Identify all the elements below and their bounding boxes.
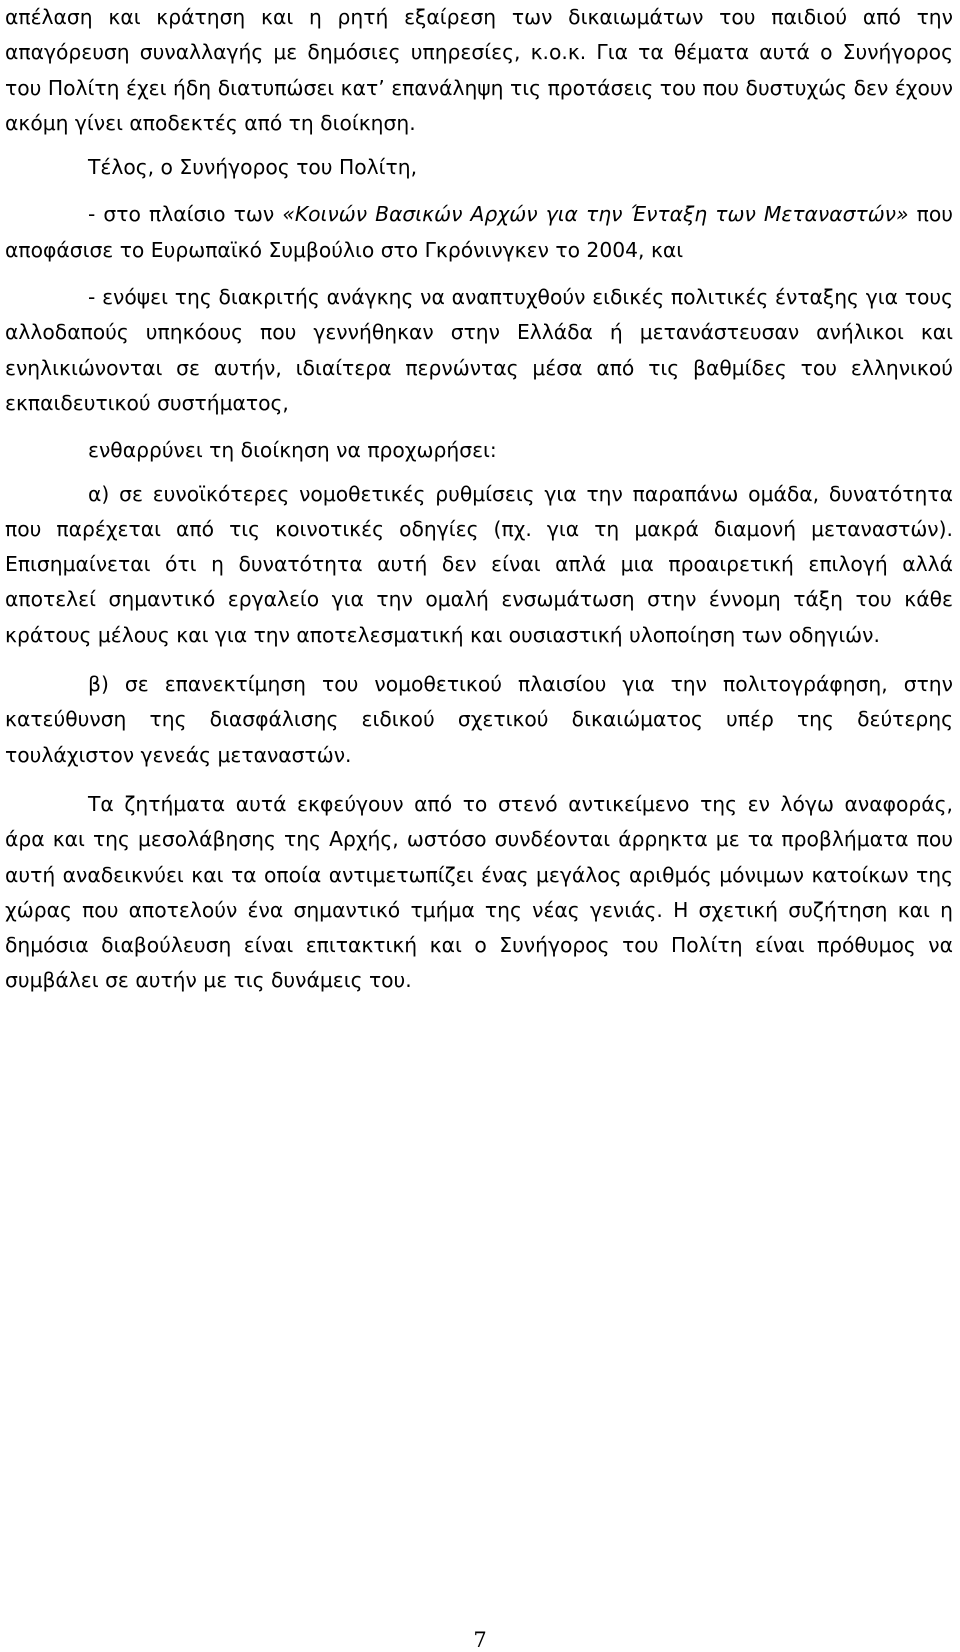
document-body [5,0,953,999]
paragraph-closing-intro: Τέλος, ο Συνήγορος του Πολίτη, [88,155,418,180]
principles-title: «Κοινών Βασικών Αρχών για την Ένταξη των Μεταναστών» [282,202,909,227]
paragraph-item-b: β) σε επανεκτίμηση του νομοθετικού πλαισίου για την πολιτογράφηση, στην κατεύθυνση της διασφάλισης ειδικού σχετικού δικαιώματος υπέρ της δεύτερης τουλάχιστον γενεάς μεταναστών. [5,672,953,767]
paragraph-common-principles [5,197,953,268]
page-number: 7 [473,1628,487,1652]
principles-prefix: - στο πλαίσιο των [88,202,283,227]
principles-suffix: που αποφάσισε το Ευρωπαϊκό Συμβούλιο στο Γκρόνινγκεν το 2004, και [5,202,953,262]
paragraph-integration-need: - ενόψει της διακριτής ανάγκης να αναπτυχθούν ειδικές πολιτικές ένταξης για τους αλλοδαπούς υπηκόους που γεννήθηκαν στην Ελλάδα ή μετανάστευσαν ανήλικοι και ενηλικιώνονται σε αυτήν, ιδιαίτερα περνώντας μέσα από τις βαθμίδες του ελληνικού εκπαιδευτικού συστήματος, [5,285,953,415]
paragraph-encourages: ενθαρρύνει τη διοίκηση να προχωρήσει: [88,438,497,463]
paragraph-conclusion: Τα ζητήματα αυτά εκφεύγουν από το στενό αντικείμενο της εν λόγω αναφοράς, άρα και της μεσολάβησης της Αρχής, ωστόσο συνδέονται άρρηκτα με τα προβλήματα που αυτή αναδεικνύει και τα οποία αντιμετωπίζει ένας μεγάλος αριθμός μόνιμων κατοίκων της χώρας που αποτελούν ένα σημαντικό τμήμα της νέας γενιάς. Η σχετική συζήτηση και η δημόσια διαβούλευση είναι επιτακτική και ο Συνήγορος του Πολίτη είναι πρόθυμος να συμβάλει σε αυτήν με τις δυνάμεις του. [5,791,953,993]
paragraph-continuation: απέλαση και κράτηση και η ρητή εξαίρεση των δικαιωμάτων του παιδιού από την απαγόρευση συναλλαγής με δημόσιες υπηρεσίες, κ.ο.κ. Για τα θέματα αυτά ο Συνήγορος του Πολίτη έχει ήδη διατυπώσει κατ’ επανάληψη τις προτάσεις του που δυστυχώς δεν έχουν ακόμη γίνει αποδεκτές από τη διοίκηση. [5,5,953,135]
paragraph-item-a: α) σε ευνοϊκότερες νομοθετικές ρυθμίσεις για την παραπάνω ομάδα, δυνατότητα που παρέχεται από τις κοινοτικές οδηγίες (πχ. για τη μακρά διαμονή μεταναστών). Επισημαίνεται ότι η δυνατότητα αυτή δεν είναι απλά μια προαιρετική επιλογή αλλά αποτελεί σημαντικό εργαλείο για την ομαλή ενσωμάτωση στην έννομη τάξη του κάθε κράτους μέλους και για την αποτελεσματική και ουσιαστική υλοποίηση των οδηγιών. [5,481,953,647]
